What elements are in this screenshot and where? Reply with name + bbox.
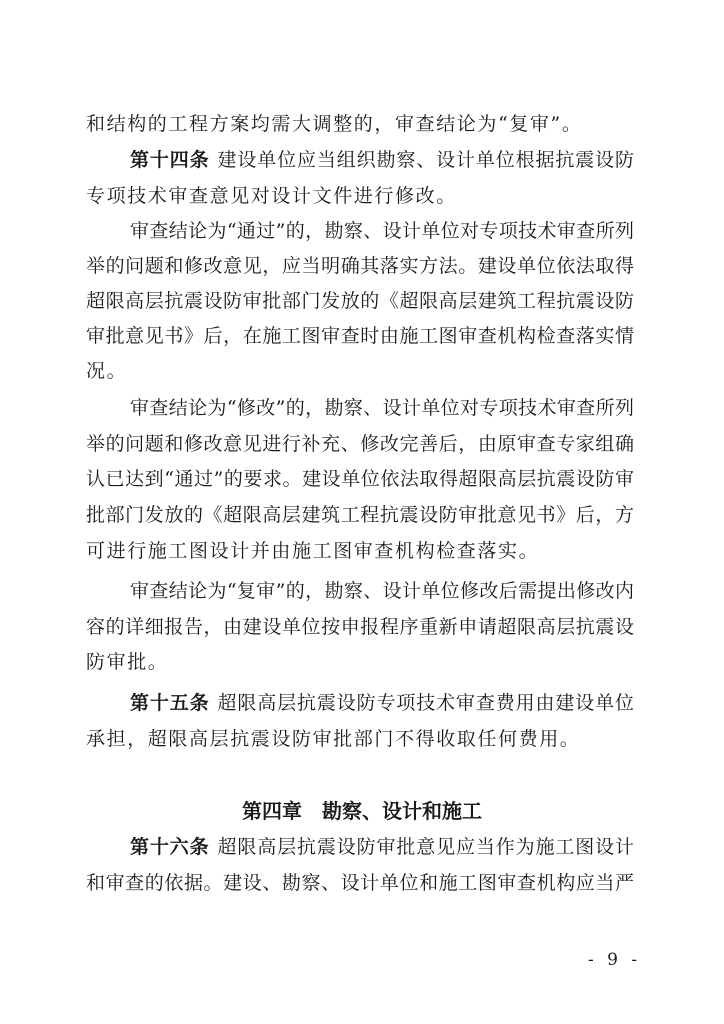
paragraph-line <box>86 432 634 456</box>
line-text: 可进行施工图设计并由施工图审查机构检查落实。 <box>86 540 540 562</box>
line-text: 举的问题和修改意见进行补充、修改完善后，由原审查专家组确 <box>86 433 634 455</box>
article-heading-line <box>130 835 634 859</box>
line-text: 超限高层抗震设防审批意见应当作为施工图设计 <box>217 836 634 858</box>
paragraph-line <box>86 615 634 639</box>
paragraph-line <box>86 324 634 348</box>
paragraph-line <box>86 871 634 895</box>
line-text: 审查结论为“修改”的，勘察、设计单位对专项技术审查所列 <box>130 397 634 419</box>
paragraph-line <box>86 184 634 208</box>
line-text: 和结构的工程方案均需大调整的，审查结论为“复审”。 <box>86 113 583 135</box>
line-text: 防审批。 <box>86 651 169 673</box>
paragraph-line <box>86 112 634 136</box>
line-text: 建设单位应当组织勘察、设计单位根据抗震设防 <box>217 149 634 171</box>
paragraph-line <box>86 467 634 491</box>
article-number: 第十五条 <box>130 692 210 714</box>
paragraph-line <box>130 579 634 603</box>
paragraph-line <box>86 254 634 278</box>
paragraph-line <box>86 359 634 383</box>
paragraph-line <box>86 650 634 674</box>
paragraph-line <box>130 396 634 420</box>
line-text: 审批意见书》后，在施工图审查时由施工图审查机构检查落实情 <box>86 325 634 347</box>
article-number: 第十六条 <box>130 836 210 858</box>
article-heading-line <box>130 148 634 172</box>
line-text: 容的详细报告，由建设单位按申报程序重新申请超限高层抗震设 <box>86 616 634 638</box>
line-text: 认已达到“通过”的要求。建设单位依法取得超限高层抗震设防审 <box>86 468 634 490</box>
paragraph-line <box>130 219 634 243</box>
paragraph-line <box>86 289 634 313</box>
paragraph-line <box>86 727 634 751</box>
page-number: - 9 - <box>588 950 642 970</box>
line-text: 和审查的依据。建设、勘察、设计单位和施工图审查机构应当严 <box>86 872 634 894</box>
line-text: 审查结论为“通过”的，勘察、设计单位对专项技术审查所列 <box>130 220 634 242</box>
line-text: 超限高层抗震设防专项技术审查费用由建设单位 <box>217 692 634 714</box>
line-text: 况。 <box>86 360 128 382</box>
line-text: 审查结论为“复审”的，勘察、设计单位修改后需提出修改内 <box>130 580 634 602</box>
paragraph-line <box>86 539 634 563</box>
chapter-heading: 第四章 勘察、设计和施工 <box>242 799 482 823</box>
paragraph-line <box>86 503 634 527</box>
line-text: 批部门发放的《超限高层建筑工程抗震设防审批意见书》后，方 <box>86 504 634 526</box>
article-number: 第十四条 <box>130 149 210 171</box>
line-text: 专项技术审查意见对设计文件进行修改。 <box>86 185 457 207</box>
line-text: 超限高层抗震设防审批部门发放的《超限高层建筑工程抗震设防 <box>86 290 634 312</box>
article-heading-line <box>130 691 634 715</box>
line-text: 承担，超限高层抗震设防审批部门不得收取任何费用。 <box>86 728 581 750</box>
line-text: 举的问题和修改意见，应当明确其落实方法。建设单位依法取得 <box>86 255 634 277</box>
